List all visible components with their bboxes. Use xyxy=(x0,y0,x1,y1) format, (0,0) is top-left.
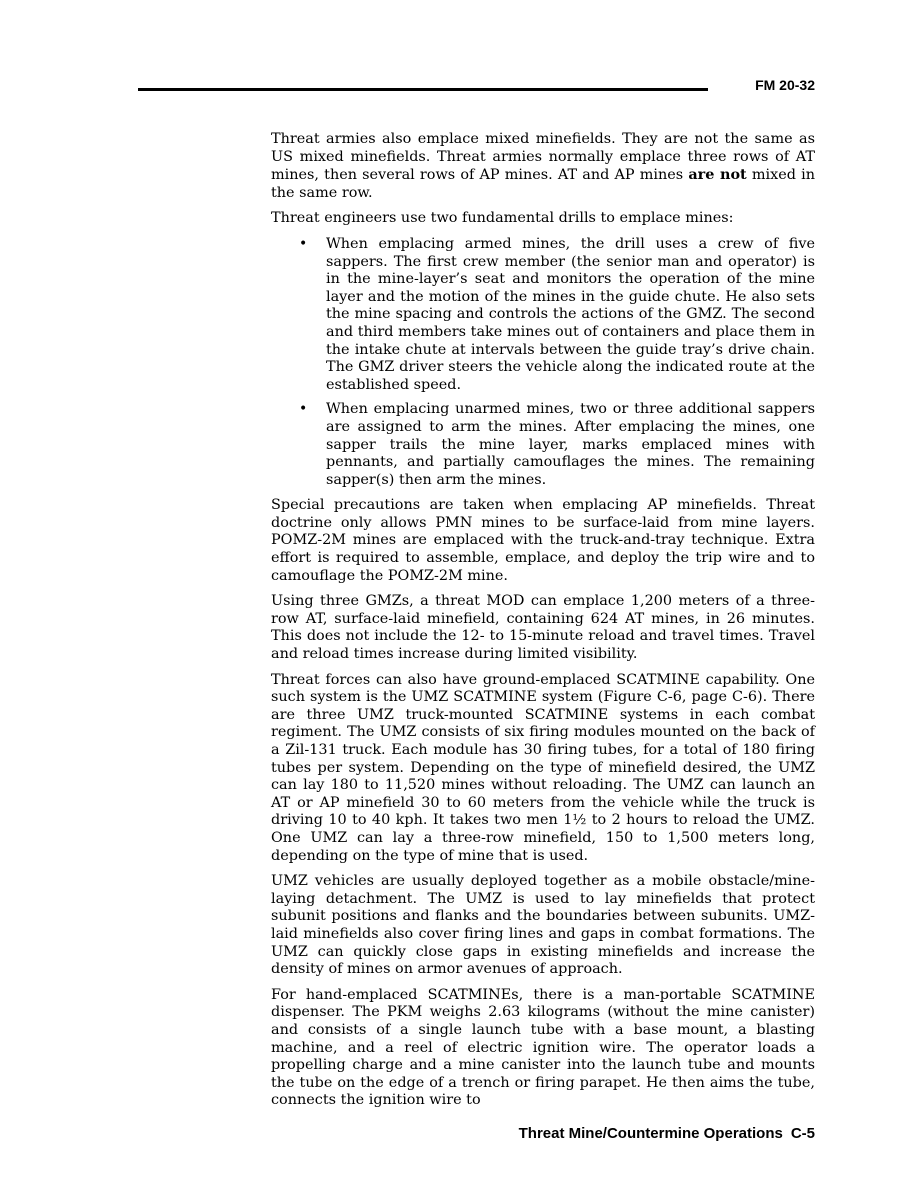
document-code: FM 20-32 xyxy=(755,77,815,93)
list-item-text: When emplacing armed mines, the drill uses a crew of five sappers. The first crew member (the senior man and operator) is in the mine-layer’s seat and monitors the operation of the mine layer and the motion of the mines in the guide chute. He also sets the mine spacing and controls the actions of the GMZ. The second and third members take mines out of containers and place them in the intake chute at intervals between the guide tray’s drive chain. The GMZ driver steers the vehicle along the indicated route at the established speed. xyxy=(326,235,815,393)
paragraph-umz-system: Threat forces can also have ground-emplaced SCATMINE capability. One such system is the UMZ SCATMINE system (Figure C-6, page C-6). There are three UMZ truck-mounted SCATMINE systems in each combat regiment. The UMZ consists of six firing modules mounted on the back of a Zil-131 truck. Each module has 30 firing tubes, for a total of 180 firing tubes per system. Depending on the type of minefield desired, the UMZ can lay 180 to 11,520 mines without reloading. The UMZ can launch an AT or AP minefield 30 to 60 meters from the vehicle while the truck is driving 10 to 40 kph. It takes two men 1½ to 2 hours to reload the UMZ. One UMZ can lay a three-row minefield, 150 to 1,500 meters long, depending on the type of mine that is used. xyxy=(271,671,815,864)
paragraph-ap-precautions: Special precautions are taken when emplacing AP minefields. Threat doctrine only allows PMN mines to be surface-laid from mine layers. POMZ-2M mines are emplaced with the truck-and-tray technique. Extra effort is required to assemble, emplace, and deploy the trip wire and to camouflage the POMZ-2M mine. xyxy=(271,497,815,584)
list-item xyxy=(271,236,815,394)
paragraph-pkm-dispenser: For hand-emplaced SCATMINEs, there is a man-portable SCATMINE dispenser. The PKM weighs 2.63 kilograms (without the mine canister) and consists of a single launch tube with a base mount, a blasting machine, and a reel of electric ignition wire. The operator loads a propelling charge and a mine canister into the launch tube and mounts the tube on the edge of a trench or firing parapet. He then aims the tube, connects the ignition wire to xyxy=(271,986,815,1109)
emphasis-text: are not xyxy=(688,166,747,184)
bullet-icon: • xyxy=(299,235,308,252)
body-text xyxy=(271,131,815,1118)
list-item xyxy=(271,401,815,489)
paragraph-drills-intro: Threat engineers use two fundamental drills to emplace mines: xyxy=(271,210,734,227)
page-number: C-5 xyxy=(790,1125,815,1142)
paragraph-text: mixed in the same row. xyxy=(271,167,815,201)
paragraph-gmz-capacity: Using three GMZs, a threat MOD can emplace 1,200 meters of a three-row AT, surface-laid minefield, containing 624 AT mines, in 26 minutes. This does not include the 12- to 15-minute reload and travel times. Travel and reload times increase during limited visibility. xyxy=(271,593,815,663)
paragraph-umz-deployment: UMZ vehicles are usually deployed together as a mobile obstacle/mine-laying detachment. The UMZ is used to lay minefields that protect subunit positions and flanks and the boundaries between subunits. UMZ-laid minefields also cover firing lines and gaps in combat formations. The UMZ can quickly close gaps in existing minefields and increase the density of mines on armor avenues of approach. xyxy=(271,873,815,978)
paragraph-text: Threat armies also emplace mixed minefields. They are not the same as US mixed minefields. Threat armies normally emplace three rows of AT mines, then several rows of AP mines. AT and AP mines xyxy=(271,131,815,184)
drill-list xyxy=(271,236,815,489)
list-item-text: When emplacing unarmed mines, two or three additional sappers are assigned to arm the mines. After emplacing the mines, one sapper trails the mine layer, marks emplaced mines with pennants, and partially camouflages the mines. The remaining sapper(s) then arm the mines. xyxy=(326,401,815,488)
chapter-title: Threat Mine/Countermine Operations xyxy=(518,1125,783,1142)
page-footer xyxy=(519,1125,815,1142)
paragraph-mixed-minefields xyxy=(271,131,815,202)
bullet-icon: • xyxy=(299,401,308,418)
header-rule xyxy=(138,88,708,91)
